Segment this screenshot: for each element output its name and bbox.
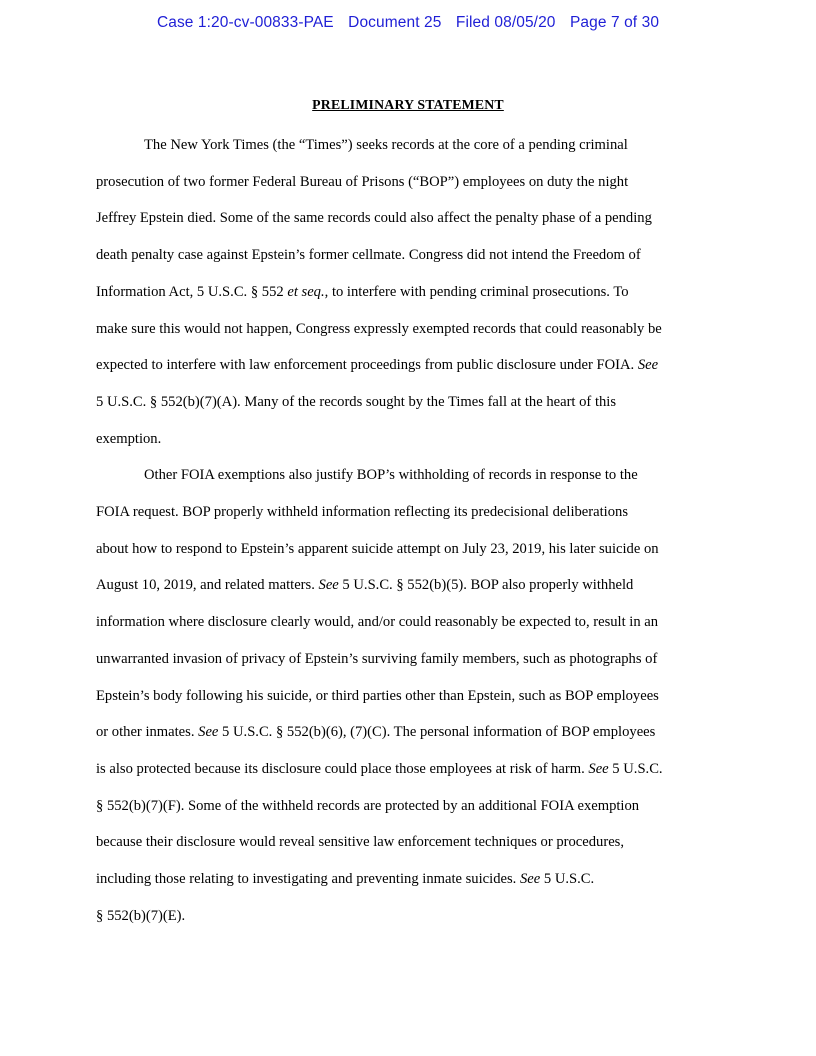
text-segment: 5 U.S.C. § 552(b)(6), (7)(C). The personal information of BOP employees — [218, 724, 656, 741]
filed-date: Filed 08/05/20 — [455, 14, 556, 31]
text-line — [96, 714, 720, 751]
paragraph-2 — [96, 457, 720, 934]
text-segment: expected to interfere with law enforcement proceedings from public disclosure under FOIA. — [96, 357, 638, 374]
text-segment: including those relating to investigating and preventing inmate suicides. — [96, 871, 520, 888]
text-line — [96, 347, 720, 384]
text-segment: 5 U.S.C. § 552(b)(5). BOP also properly withheld — [338, 577, 634, 594]
paragraph-1 — [96, 127, 720, 457]
text-line — [96, 274, 720, 311]
text-line: § 552(b)(7)(E). — [96, 907, 186, 924]
text-segment: Information Act, 5 U.S.C. § 552 — [96, 283, 288, 300]
text-line — [96, 861, 720, 898]
text-line: prosecution of two former Federal Bureau of Prisons (“BOP”) employees on duty the night — [96, 173, 629, 190]
text-line: Other FOIA exemptions also justify BOP’s withholding of records in response to the — [144, 467, 638, 484]
text-line — [96, 567, 720, 604]
italic-citation: et seq. — [287, 283, 325, 300]
text-line — [96, 751, 720, 788]
text-line: FOIA request. BOP properly withheld information reflecting its predecisional deliberations — [96, 504, 629, 521]
italic-signal: See — [198, 724, 219, 741]
section-title: PRELIMINARY STATEMENT — [312, 97, 504, 112]
italic-signal: See — [588, 760, 609, 777]
document-body — [96, 127, 720, 934]
text-line: make sure this would not happen, Congress expressly exempted records that could reasonably be — [96, 320, 662, 337]
text-line: exemption. — [96, 430, 162, 447]
text-segment: August 10, 2019, and related matters. — [96, 577, 319, 594]
text-line: death penalty case against Epstein’s former cellmate. Congress did not intend the Freedom of — [96, 247, 641, 264]
text-line: about how to respond to Epstein’s apparent suicide attempt on July 23, 2019, his later suicide on — [96, 540, 659, 557]
document-number: Document 25 — [348, 14, 442, 31]
case-number: Case 1:20-cv-00833-PAE — [156, 14, 334, 31]
text-line: because their disclosure would reveal sensitive law enforcement techniques or procedures, — [96, 834, 625, 851]
case-header — [0, 14, 816, 32]
text-segment: 5 U.S.C. — [540, 871, 595, 888]
text-segment: 5 U.S.C. — [608, 760, 663, 777]
page-number: Page 7 of 30 — [569, 14, 660, 31]
italic-signal: See — [519, 871, 541, 888]
text-line: Epstein’s body following his suicide, or third parties other than Epstein, such as BOP employees — [96, 687, 659, 704]
text-line: information where disclosure clearly would, and/or could reasonably be expected to, result in an — [96, 614, 659, 631]
text-segment: is also protected because its disclosure could place those employees at risk of harm. — [96, 760, 589, 777]
text-line: § 552(b)(7)(F). Some of the withheld records are protected by an additional FOIA exemption — [96, 797, 640, 814]
italic-signal: See — [637, 357, 659, 374]
text-line: Jeffrey Epstein died. Some of the same records could also affect the penalty phase of a pending — [96, 210, 652, 227]
text-segment: or other inmates. — [96, 724, 199, 741]
italic-signal: See — [318, 577, 339, 594]
text-line: unwarranted invasion of privacy of Epstein’s surviving family members, such as photographs of — [96, 650, 658, 667]
text-segment: , to interfere with pending criminal prosecutions. To — [324, 283, 629, 300]
text-line: The New York Times (the “Times”) seeks records at the core of a pending criminal — [144, 137, 628, 153]
text-line: 5 U.S.C. § 552(b)(7)(A). Many of the records sought by the Times fall at the heart of this — [96, 393, 617, 410]
